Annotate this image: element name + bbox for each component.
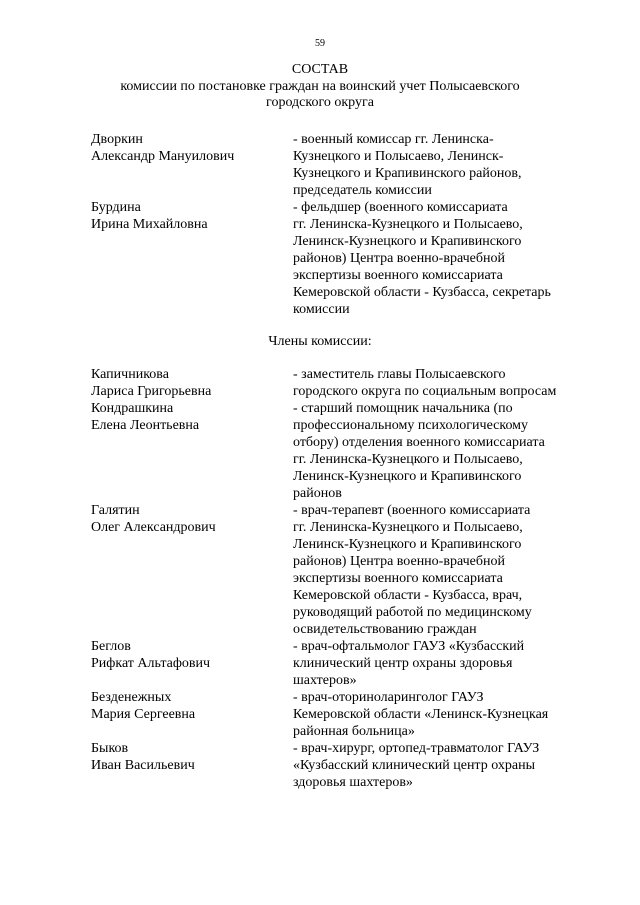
person-role: - врач-офтальмолог ГАУЗ «Кузбасский клинический центр охраны здоровья шахтеров»: [293, 639, 525, 688]
subtitle-line: комиссии по постановке граждан на воинский учет Полысаевского: [120, 79, 520, 94]
person-name: Бурдина Ирина Михайловна: [91, 200, 208, 232]
person-role: - заместитель главы Полысаевского городского округа по социальным вопросам: [293, 367, 557, 399]
person-name: Дворкин Александр Мануилович: [91, 132, 235, 164]
person-name: Безденежных Мария Сергеевна: [91, 690, 196, 722]
member-entry: [91, 366, 591, 400]
member-entry: [91, 400, 591, 502]
person-role: - старший помощник начальника (по профессиональному психологическому отбору) отделения военного комиссариата гг. Ленинска-Кузнецкого и Полысаево, Ленинск-Кузнецкого и Крапивинского районов: [293, 401, 545, 501]
person-name: Беглов Рифкат Альтафович: [91, 639, 211, 671]
member-entry: [91, 689, 591, 740]
member-entry: [91, 638, 591, 689]
member-entry: [91, 502, 591, 638]
document-title: СОСТАВ: [291, 62, 349, 77]
member-entry: [91, 740, 591, 791]
person-role: - врач-терапевт (военного комиссариата гг. Ленинска-Кузнецкого и Полысаево, Ленинск-Кузнецкого и Крапивинского районов) Центра военно-врачебной экспертизы военного комиссариата Кемеровской области - Кузбасса, врач, руководящий работой по медицинскому освидетельствованию граждан: [293, 503, 532, 637]
person-role: - врач-оториноларинголог ГАУЗ Кемеровской области «Ленинск-Кузнецкая районная больница»: [293, 690, 549, 739]
person-role: - фельдшер (военного комиссариата гг. Ленинска-Кузнецкого и Полысаево, Ленинск-Кузнецкого и Крапивинского районов) Центра военно-врачебной экспертизы военного комиссариата Кемеровской области - Кузбасса, секретарь комиссии: [293, 200, 551, 317]
person-role: - врач-хирург, ортопед-травматолог ГАУЗ «Кузбасский клинический центр охраны здоровья шахтеров»: [293, 741, 540, 790]
person-name: Галятин Олег Александрович: [91, 503, 216, 535]
leadership-entry-chairman: [91, 131, 591, 199]
person-name: Капичникова Лариса Григорьевна: [91, 367, 212, 399]
document-subtitle: [120, 79, 520, 111]
page-number: 59: [315, 38, 325, 49]
person-name: Кондрашкина Елена Леонтьевна: [91, 401, 200, 433]
leadership-entry-secretary: [91, 199, 591, 318]
members-heading: Члены комиссии:: [268, 334, 372, 349]
person-role: - военный комиссар гг. Ленинска- Кузнецкого и Полысаево, Ленинск- Кузнецкого и Крапивинского районов, председатель комиссии: [293, 132, 522, 198]
members-list: [91, 366, 591, 791]
person-name: Быков Иван Васильевич: [91, 741, 195, 773]
subtitle-line: городского округа: [266, 95, 374, 110]
leadership-list: [91, 131, 591, 318]
